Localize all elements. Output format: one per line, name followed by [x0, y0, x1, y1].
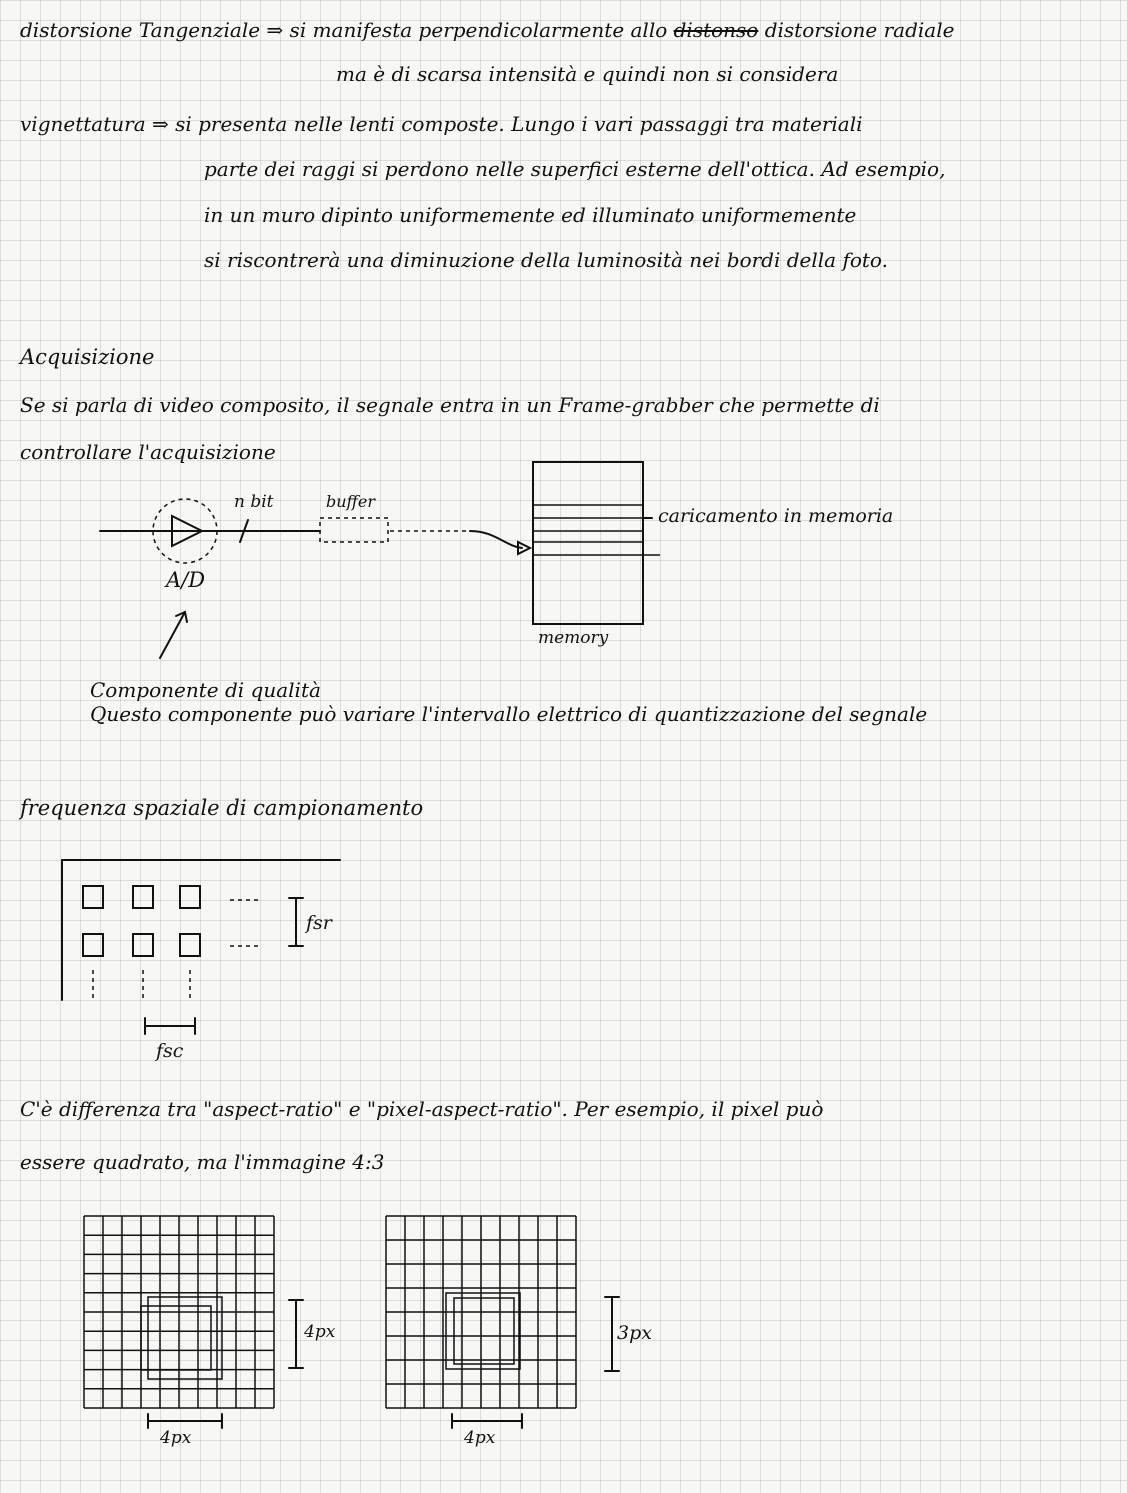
highlight-rect-inner	[454, 1298, 514, 1364]
vignetting-line-3: in un muro dipinto uniformemente ed illuminato uniformemente	[204, 203, 857, 227]
left-vertical-label: 4px	[304, 1322, 336, 1342]
radial-distortion-text: distorsione radiale	[764, 18, 955, 42]
fsc-label: fsc	[156, 1040, 184, 1062]
acquisition-line-2: controllare l'acquisizione	[20, 440, 276, 464]
buffer-label: buffer	[326, 492, 375, 511]
nbit-label: n bit	[234, 492, 274, 512]
right-horizontal-label: 4px	[464, 1428, 496, 1448]
left-horizontal-label: 4px	[160, 1428, 192, 1448]
struck-word: distonso	[673, 18, 759, 42]
sampling-heading: frequenza spaziale di campionamento	[20, 796, 424, 820]
aspect-line-1: C'è differenza tra "aspect-ratio" e "pixel-aspect-ratio". Per esempio, il pixel può	[20, 1097, 824, 1121]
acquisition-line-1: Se si parla di video composito, il segnale entra in un Frame-grabber che permette di	[20, 393, 880, 417]
fsr-label: fsr	[306, 912, 332, 934]
right-vertical-label: 3px	[617, 1322, 652, 1344]
highlight-rect-outer	[446, 1293, 520, 1369]
vignetting-line-4: si riscontrerà una diminuzione della luminosità nei bordi della foto.	[204, 248, 888, 272]
quality-component-desc: Questo componente può variare l'intervallo elettrico di quantizzazione del segnale	[90, 702, 928, 726]
vignetting-line-1: vignettatura ⇒ si presenta nelle lenti composte. Lungo i vari passaggi tra materiali	[20, 112, 863, 136]
rect-pixel-grid	[386, 1216, 576, 1408]
load-memory-label: caricamento in memoria	[658, 505, 894, 527]
quality-component-label: Componente di qualità	[90, 678, 321, 702]
memory-label: memory	[538, 628, 609, 648]
ad-label: A/D	[166, 568, 206, 592]
tangential-distortion-text: distorsione Tangenziale ⇒ si manifesta perpendicolarmente allo	[20, 18, 668, 42]
acquisition-heading: Acquisizione	[20, 345, 155, 369]
aspect-line-2: essere quadrato, ma l'immagine 4:3	[20, 1150, 385, 1174]
highlight-square-inner	[141, 1306, 211, 1370]
low-intensity-line: ma è di scarsa intensità e quindi non si considera	[336, 62, 839, 86]
vignetting-line-2: parte dei raggi si perdono nelle superfici esterne dell'ottica. Ad esempio,	[204, 157, 946, 181]
